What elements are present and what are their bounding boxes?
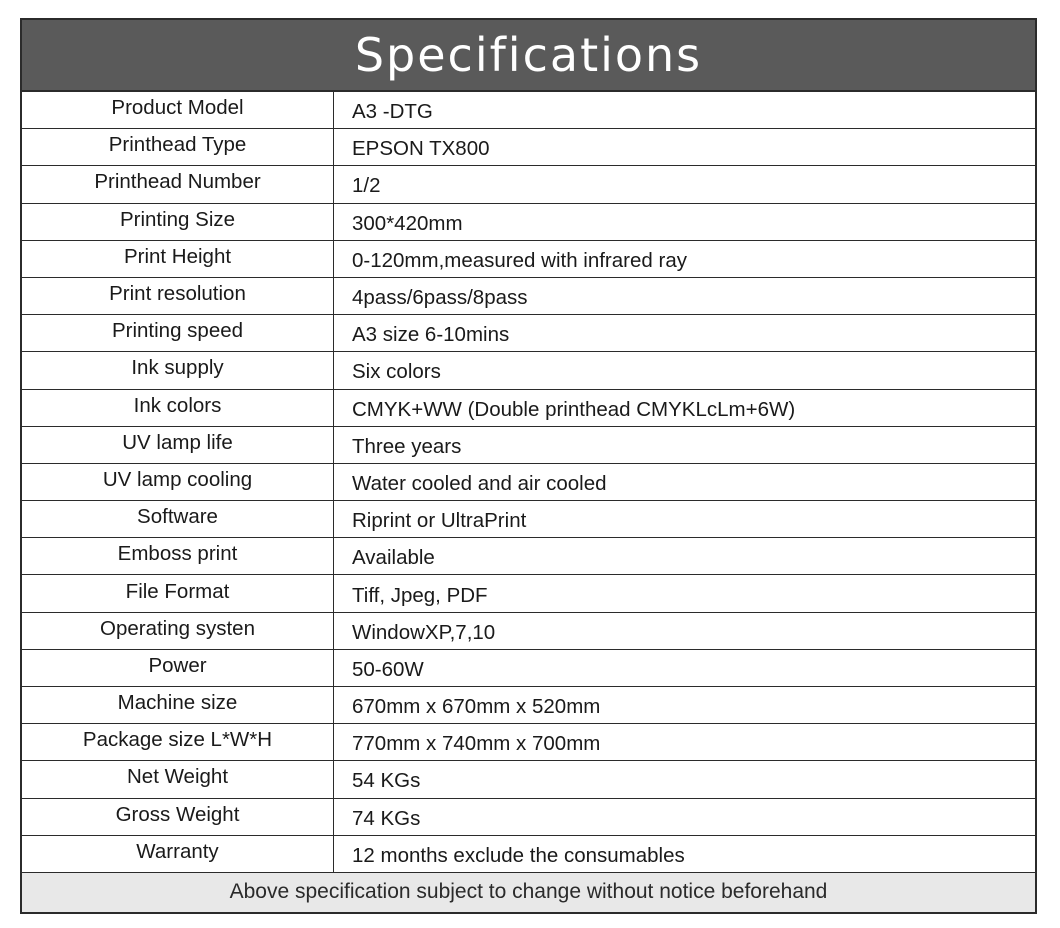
table-row xyxy=(22,687,1035,724)
spec-value: 50-60W xyxy=(352,657,424,681)
spec-rows xyxy=(22,92,1035,873)
spec-value: EPSON TX800 xyxy=(352,137,490,161)
table-row xyxy=(22,278,1035,315)
table-row xyxy=(22,166,1035,203)
spec-value: Available xyxy=(352,546,435,570)
spec-label: Gross Weight xyxy=(22,799,334,835)
spec-label: Print Height xyxy=(22,241,334,277)
table-row xyxy=(22,390,1035,427)
spec-value: 300*420mm xyxy=(352,211,463,235)
spec-value: 54 KGs xyxy=(352,769,421,793)
spec-value: 770mm x 740mm x 700mm xyxy=(352,732,601,756)
table-row xyxy=(22,538,1035,575)
spec-label: File Format xyxy=(22,575,334,611)
spec-value: 12 months exclude the consumables xyxy=(352,843,685,867)
spec-label: UV lamp life xyxy=(22,427,334,463)
page-title: Specifications xyxy=(354,28,703,82)
table-row xyxy=(22,836,1035,873)
table-row xyxy=(22,575,1035,612)
spec-value: Tiff, Jpeg, PDF xyxy=(352,583,488,607)
spec-label: Printing speed xyxy=(22,315,334,351)
spec-label: Net Weight xyxy=(22,761,334,797)
spec-value: 670mm x 670mm x 520mm xyxy=(352,695,601,719)
spec-label: Ink supply xyxy=(22,352,334,388)
table-row xyxy=(22,724,1035,761)
table-row xyxy=(22,92,1035,129)
table-row xyxy=(22,464,1035,501)
table-row xyxy=(22,650,1035,687)
spec-value: A3 size 6-10mins xyxy=(352,323,510,347)
table-row xyxy=(22,241,1035,278)
spec-label: Power xyxy=(22,650,334,686)
table-row xyxy=(22,427,1035,464)
table-row xyxy=(22,352,1035,389)
spec-value: A3 -DTG xyxy=(352,100,433,124)
spec-label: Software xyxy=(22,501,334,537)
table-header xyxy=(22,20,1035,92)
spec-label: Printhead Number xyxy=(22,166,334,202)
table-row xyxy=(22,315,1035,352)
spec-label: Emboss print xyxy=(22,538,334,574)
table-row xyxy=(22,501,1035,538)
spec-label: Product Model xyxy=(22,92,334,128)
spec-value: 74 KGs xyxy=(352,806,421,830)
table-row xyxy=(22,613,1035,650)
spec-label: Warranty xyxy=(22,836,334,872)
spec-value: 4pass/6pass/8pass xyxy=(352,286,528,310)
spec-value: 0-120mm,measured with infrared ray xyxy=(352,248,687,272)
footer-note: Above specification subject to change without notice beforehand xyxy=(22,873,1035,912)
spec-value: 1/2 xyxy=(352,174,381,198)
spec-label: Package size L*W*H xyxy=(22,724,334,760)
spec-value: Six colors xyxy=(352,360,441,384)
spec-value: WindowXP,7,10 xyxy=(352,620,496,644)
spec-label: Printhead Type xyxy=(22,129,334,165)
spec-value: Three years xyxy=(352,434,462,458)
table-row xyxy=(22,761,1035,798)
spec-label: Ink colors xyxy=(22,390,334,426)
spec-label: Operating systen xyxy=(22,613,334,649)
spec-label: Printing Size xyxy=(22,204,334,240)
table-row xyxy=(22,129,1035,166)
spec-label: Machine size xyxy=(22,687,334,723)
spec-label: UV lamp cooling xyxy=(22,464,334,500)
spec-value: Riprint or UltraPrint xyxy=(352,509,527,533)
table-row xyxy=(22,204,1035,241)
spec-label: Print resolution xyxy=(22,278,334,314)
table-row xyxy=(22,799,1035,836)
spec-value: Water cooled and air cooled xyxy=(352,471,607,495)
specifications-table xyxy=(20,18,1037,914)
spec-value: CMYK+WW (Double printhead CMYKLcLm+6W) xyxy=(352,397,796,421)
